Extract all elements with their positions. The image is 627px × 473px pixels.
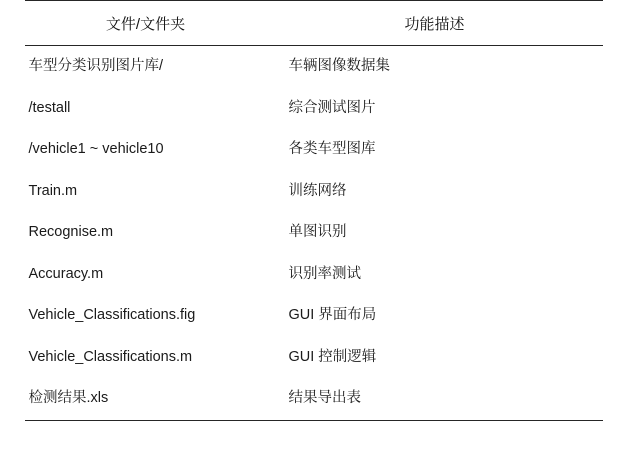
cell-description: GUI 控制逻辑 bbox=[288, 348, 377, 365]
cell-description: 车辆图像数据集 bbox=[288, 58, 390, 75]
cell-description: GUI 界面布局 bbox=[288, 307, 377, 324]
table-row bbox=[25, 212, 603, 254]
cell-description: 训练网络 bbox=[288, 182, 347, 199]
cell-file: Accuracy.m bbox=[28, 265, 104, 282]
cell-file: /testall bbox=[28, 99, 71, 116]
table-header bbox=[25, 1, 603, 46]
cell-file: 检测结果.xls bbox=[25, 378, 267, 420]
column-header-file-label: 文件/文件夹 bbox=[105, 15, 186, 33]
table-row bbox=[25, 129, 603, 171]
table-row bbox=[25, 378, 603, 420]
table-header-row bbox=[25, 1, 603, 46]
cell-file: 车型分类识别图片库/ bbox=[28, 58, 164, 75]
table-row bbox=[25, 88, 603, 130]
column-header-file bbox=[25, 1, 267, 46]
table-row bbox=[25, 46, 603, 88]
cell-file: Vehicle_Classifications.fig bbox=[28, 307, 196, 324]
column-header-description bbox=[267, 1, 603, 46]
table-row bbox=[25, 337, 603, 379]
file-structure-table bbox=[25, 0, 603, 421]
cell-file: Train.m bbox=[28, 182, 78, 199]
cell-description: 识别率测试 bbox=[288, 265, 361, 282]
cell-file: Recognise.m bbox=[28, 224, 114, 241]
table-row bbox=[25, 254, 603, 296]
table-body bbox=[25, 46, 603, 421]
cell-description: 结果导出表 bbox=[267, 378, 603, 420]
cell-file: /vehicle1 ~ vehicle10 bbox=[28, 141, 164, 158]
cell-file: Vehicle_Classifications.m bbox=[28, 348, 193, 365]
cell-description: 单图识别 bbox=[288, 224, 347, 241]
column-header-description-label: 功能描述 bbox=[404, 15, 465, 33]
table-row bbox=[25, 171, 603, 213]
table-row bbox=[25, 295, 603, 337]
cell-description: 综合测试图片 bbox=[288, 99, 376, 116]
cell-description: 各类车型图库 bbox=[288, 141, 376, 158]
